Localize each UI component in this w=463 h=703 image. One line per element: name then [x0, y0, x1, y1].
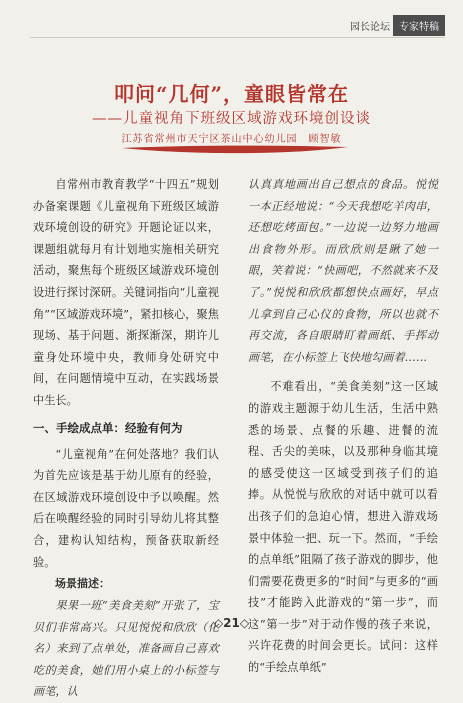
scene-description-cont: 认真真地画出自己想点的食品。悦悦一本正经地说：“今天我想吃羊肉串，还想吃烤面包。”一边说一边努力地画出食物外形。而欣欣则是瞅了她一眼，笑着说：“快画吧，不然就来不及了。”悦悦和欣欣都想快点画好，早点儿拿到自己心仪的食物，所以也就不再交流，各自眼睛盯着画纸、手挥动画笔，在小标签上飞快地勾画着…… [248, 178, 438, 364]
section-paragraph: “儿童视角”在何处落地？我们认为首先应该是基于幼儿原有的经验，在区域游戏环境创设中予以唤醒。然后在唤醒经验的同时引导幼儿将其整合，建构认知结构，预备获取新经验。 [33, 447, 219, 569]
right-column [248, 174, 438, 679]
column-name: 园长论坛 [350, 21, 390, 33]
header-divider [30, 37, 445, 38]
intro-paragraph: 自常州市教育教学“十四五”规划办备案课题《儿童视角下班级区域游戏环境创设的研究》开题论证以来，课题组就每月有计划地实施相关研究活动，聚焦每个班级区域游戏环境创设进行探讨深研。关键词指向“儿童视角”“区域游戏环境”，紧扣核心，聚焦现场、基于问题、渐探渐深，期许儿童身处环境中央，教师身处研究中间，在问题情境中互动，在实践场景中生长。 [33, 178, 219, 407]
page-number: ◇21◇ [213, 616, 250, 630]
scene-description: 果果一班“美食美刻”开张了，宝贝们非常高兴。只见悦悦和欣欣（化名）来到了点单处，准备画自己喜欢吃的美食，她们用小桌上的小标签与画笔，认 [33, 599, 219, 699]
article-title: 叩问“几何”，童眼皆常在 [113, 82, 349, 106]
article-author: 江苏省常州市天宁区茶山中心幼儿园 顾智敏 [121, 134, 342, 145]
scene-label: 场景描述： [55, 577, 110, 591]
decorative-swoosh [120, 144, 350, 158]
analysis-paragraph: 不难看出，“美食美刻”这一区域的游戏主题源于幼儿生活，生活中熟悉的场景、点餐的乐趣、进餐的流程、舌尖的美味，以及那种身临其境的感受使这一区域受到孩子们的追捧。从悦悦与欣欣的对话中就可以看出孩子们的急迫心情，想进入游戏场景中体验一把、玩一下。然而，“手绘的点单纸”阻隔了孩子游戏的脚步，他们需要花费更多的“时间”与更多的“画技”才能跨入此游戏的“第一步”，而这“第一步”对于动作慢的孩子来说，兴许花费的时间会更长。试问：这样的“手绘点单纸” [248, 380, 438, 675]
article-subtitle: ——儿童视角下班级区域游戏环境创设谈 [92, 111, 371, 127]
section-heading: 一、手绘成点单：经验有何为 [33, 420, 183, 435]
section-tag: 专家特稿 [393, 15, 445, 36]
column-header [350, 14, 445, 36]
